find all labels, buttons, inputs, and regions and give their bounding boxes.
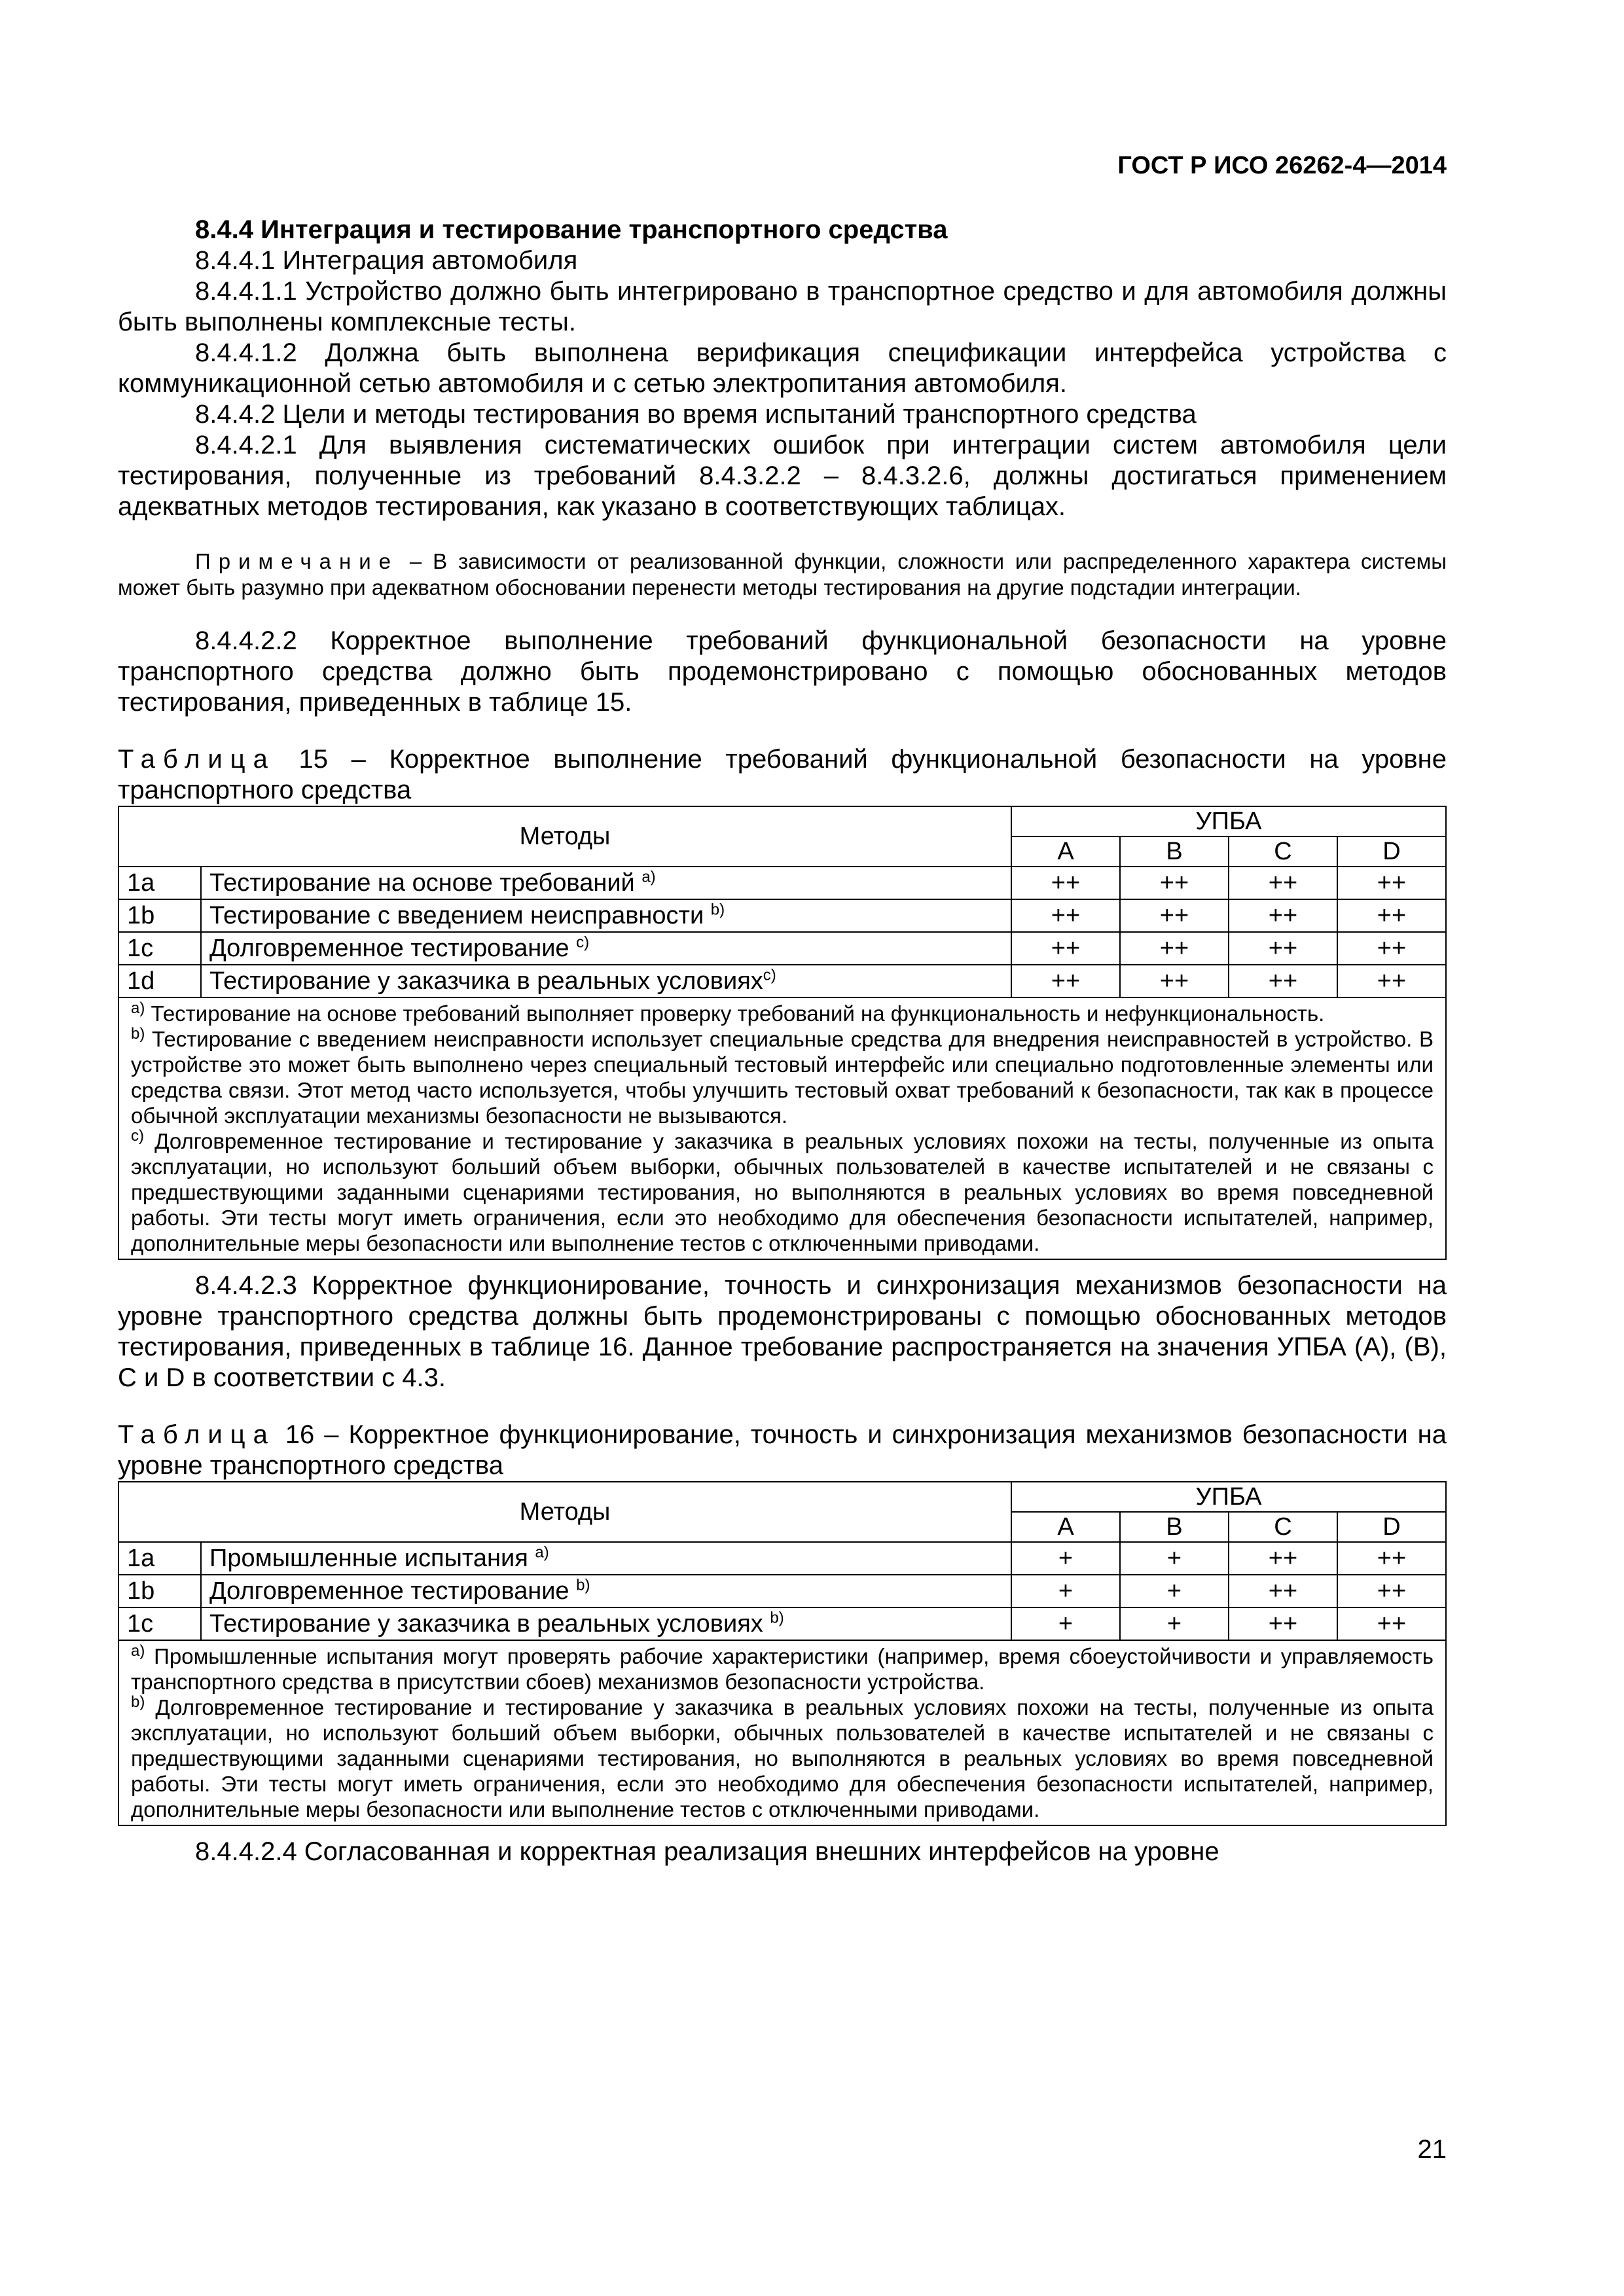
table-label: Таблица <box>118 745 276 774</box>
method-name <box>201 1575 1011 1607</box>
footnote-mark: a) <box>131 999 145 1017</box>
table-caption <box>118 1420 1447 1481</box>
table-row <box>118 965 1446 997</box>
upba-header: УПБА <box>1011 1482 1446 1512</box>
level-header: D <box>1337 1512 1446 1542</box>
recommendation-cell: ++ <box>1229 965 1337 997</box>
recommendation-cell: ++ <box>1229 932 1337 965</box>
section-heading: 8.4.4 Интеграция и тестирование транспортного средства <box>195 215 948 244</box>
footnote-text: Тестирование на основе требований выполняет проверку требований на функциональность и нефункциональность. <box>145 1001 1325 1026</box>
table-caption-text: 15 – Корректное выполнение требований функциональной безопасности на уровне транспортного средства <box>118 745 1447 804</box>
recommendation-cell: ++ <box>1337 867 1446 899</box>
method-name-text: Промышленные испытания <box>209 1544 535 1572</box>
level-header: C <box>1229 836 1337 867</box>
method-name <box>201 1542 1011 1575</box>
method-name <box>201 867 1011 899</box>
recommendation-cell: + <box>1011 1607 1120 1640</box>
paragraph: 8.4.4.2.4 Согласованная и корректная реализация внешних интерфейсов на уровне <box>195 1837 1219 1866</box>
footnote <box>131 1695 1434 1822</box>
footnote <box>131 1026 1434 1128</box>
recommendation-cell: ++ <box>1229 867 1337 899</box>
table-row <box>118 1607 1446 1640</box>
paragraph: 8.4.4.1.2 Должна быть выполнена верификация спецификации интерфейса устройства с коммуникационной сетью автомобиля и с сетью электропитания автомобиля. <box>118 338 1447 398</box>
method-name-text: Тестирование у заказчика в реальных условиях <box>209 1609 770 1638</box>
recommendation-cell: ++ <box>1229 1575 1337 1607</box>
subsection-heading: 8.4.4.2 Цели и методы тестирования во время испытаний транспортного средства <box>195 400 1197 429</box>
footnote-mark: a) <box>131 1642 145 1660</box>
page-number: 21 <box>1417 2135 1447 2164</box>
recommendation-cell: ++ <box>1011 932 1120 965</box>
footnote <box>131 1128 1434 1256</box>
footnote-mark: c) <box>131 1127 144 1145</box>
recommendation-cell: ++ <box>1337 965 1446 997</box>
method-id: 1b <box>118 1575 201 1607</box>
level-header: A <box>1011 836 1120 867</box>
recommendation-cell: ++ <box>1120 965 1229 997</box>
footnote <box>131 1001 1434 1026</box>
running-header: ГОСТ Р ИСО 26262-4—2014 <box>1117 152 1447 179</box>
footnote-ref: a) <box>535 1543 549 1561</box>
footnote-mark: b) <box>131 1025 145 1043</box>
recommendation-cell: ++ <box>1229 1607 1337 1640</box>
note-label: Примечание <box>195 549 399 573</box>
recommendation-cell: + <box>1120 1575 1229 1607</box>
recommendation-cell: ++ <box>1337 932 1446 965</box>
method-id: 1b <box>118 899 201 932</box>
level-header: A <box>1011 1512 1120 1542</box>
footnote-text: Тестирование с введением неисправности использует специальные средства для внедрения неисправностей в устройство. В устройстве это может быть выполнено через специальный тестовый интерфейс или специально подготовленные элементы или средства связи. Этот метод часто используется, чтобы улучшить тестовый охват требований к безопасности, так как в процессе обычной эксплуатации механизмы безопасности не вызываются. <box>131 1027 1434 1128</box>
recommendation-cell: ++ <box>1120 867 1229 899</box>
table-16 <box>118 1481 1447 1826</box>
note-text: – В зависимости от реализованной функции, сложности или распределенного характера системы может быть разумно при адекватном обосновании перенести методы тестирования на другие подстадии интеграции. <box>118 549 1447 600</box>
method-id: 1a <box>118 1542 201 1575</box>
table-row <box>118 867 1446 899</box>
table-caption-text: 16 – Корректное функционирование, точность и синхронизация механизмов безопасности на уровне транспортного средства <box>118 1420 1447 1480</box>
recommendation-cell: ++ <box>1011 867 1120 899</box>
method-id: 1c <box>118 1607 201 1640</box>
table-label: Таблица <box>118 1420 276 1449</box>
recommendation-cell: ++ <box>1120 932 1229 965</box>
footnote-ref: a) <box>641 867 656 886</box>
footnote-mark: b) <box>131 1693 145 1711</box>
level-header: B <box>1120 1512 1229 1542</box>
table-row <box>118 932 1446 965</box>
subsection-heading: 8.4.4.1 Интеграция автомобиля <box>195 246 578 275</box>
page-body <box>118 215 1447 1867</box>
method-name <box>201 965 1011 997</box>
method-name <box>201 1607 1011 1640</box>
footnote <box>131 1643 1434 1695</box>
method-name <box>201 932 1011 965</box>
footnote-ref: b) <box>770 1608 784 1626</box>
recommendation-cell: + <box>1120 1542 1229 1575</box>
footnote-text: Промышленные испытания могут проверять рабочие характеристики (например, время сбоеустойчивости и управляемость транспортного средства в присутствии сбоев) механизмов безопасности устройства. <box>131 1644 1434 1694</box>
method-name-text: Долговременное тестирование <box>209 1577 577 1605</box>
method-name-text: Долговременное тестирование <box>209 934 577 962</box>
method-name <box>201 899 1011 932</box>
paragraph: 8.4.4.1.1 Устройство должно быть интегрировано в транспортное средство и для автомобиля должны быть выполнены комплексные тесты. <box>118 277 1447 336</box>
recommendation-cell: + <box>1011 1575 1120 1607</box>
recommendation-cell: ++ <box>1229 1542 1337 1575</box>
table-caption <box>118 744 1447 806</box>
table-footnotes <box>118 1640 1446 1825</box>
method-name-text: Тестирование у заказчика в реальных условиях <box>209 967 763 995</box>
method-id: 1c <box>118 932 201 965</box>
method-id: 1a <box>118 867 201 899</box>
recommendation-cell: ++ <box>1229 899 1337 932</box>
note <box>118 548 1447 601</box>
footnote-text: Долговременное тестирование и тестирование у заказчика в реальных условиях похожи на тесты, полученные из опыта эксплуатации, но используют больший объем выборки, обычных пользователей в качестве испытателей и не связаны с предшествующими заданными сценариями тестирования, но выполняются в реальных условиях во время повседневной работы. Эти тесты могут иметь ограничения, если это необходимо для обеспечения безопасности испытателей, например, дополнительные меры безопасности или выполнение тестов с отключенными приводами. <box>131 1129 1434 1255</box>
recommendation-cell: ++ <box>1337 1575 1446 1607</box>
upba-header: УПБА <box>1011 806 1446 836</box>
method-name-text: Тестирование на основе требований <box>209 869 642 897</box>
recommendation-cell: ++ <box>1337 1607 1446 1640</box>
paragraph: 8.4.4.2.3 Корректное функционирование, точность и синхронизация механизмов безопасности на уровне транспортного средства должны быть продемонстрированы с помощью обоснованных методов тестирования, приведенных в таблице 16. Данное требование распространяется на значения УПБА (А), (В), С и D в соответствии с 4.3. <box>118 1271 1447 1392</box>
level-header: B <box>1120 836 1229 867</box>
recommendation-cell: ++ <box>1011 965 1120 997</box>
recommendation-cell: ++ <box>1120 899 1229 932</box>
level-header: D <box>1337 836 1446 867</box>
footnote-ref: b) <box>710 900 725 918</box>
method-id: 1d <box>118 965 201 997</box>
footnote-ref: b) <box>576 1575 590 1594</box>
footnote-ref: c) <box>576 933 590 951</box>
methods-header: Методы <box>118 1482 1011 1542</box>
level-header: C <box>1229 1512 1337 1542</box>
table-row <box>118 1542 1446 1575</box>
method-name-text: Тестирование с введением неисправности <box>209 901 711 929</box>
table-row <box>118 899 1446 932</box>
footnote-ref: c) <box>763 965 776 984</box>
paragraph: 8.4.4.2.1 Для выявления систематических ошибок при интеграции систем автомобиля цели тестирования, полученные из требований 8.4.3.2.2 – 8.4.3.2.6, должны достигаться применением адекватных методов тестирования, как указано в соответствующих таблицах. <box>118 431 1447 521</box>
recommendation-cell: + <box>1011 1542 1120 1575</box>
methods-header: Методы <box>118 806 1011 867</box>
paragraph: 8.4.4.2.2 Корректное выполнение требований функциональной безопасности на уровне транспортного средства должно быть продемонстрировано с помощью обоснованных методов тестирования, приведенных в таблице 15. <box>118 626 1447 717</box>
table-15 <box>118 806 1447 1260</box>
table-footnotes <box>118 997 1446 1259</box>
table-row <box>118 1575 1446 1607</box>
footnote-text: Долговременное тестирование и тестирование у заказчика в реальных условиях похожи на тесты, полученные из опыта эксплуатации, но используют больший объем выборки, обычных пользователей в качестве испытателей и не связаны с предшествующими заданными сценариями тестирования, но выполняются в реальных условиях во время повседневной работы. Эти тесты могут иметь ограничения, если это необходимо для обеспечения безопасности испытателей, например, дополнительные меры безопасности или выполнение тестов с отключенными приводами. <box>131 1695 1434 1821</box>
recommendation-cell: ++ <box>1011 899 1120 932</box>
recommendation-cell: + <box>1120 1607 1229 1640</box>
recommendation-cell: ++ <box>1337 899 1446 932</box>
recommendation-cell: ++ <box>1337 1542 1446 1575</box>
